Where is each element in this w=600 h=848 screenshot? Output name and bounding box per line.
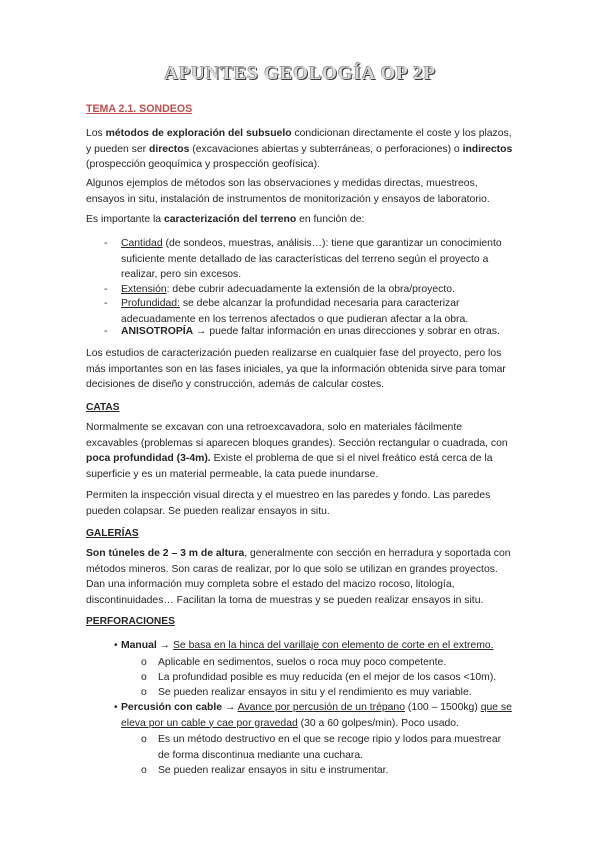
criteria-item-anisotropia: - ANISOTROPÍA → puede faltar información en unas direcciones y sobrar en otras. [104,326,500,337]
galerias-paragraph: Son túneles de 2 – 3 m de altura, generalmente con sección en herradura y soportada con métodos mineros. Son caras de realizar, por lo que solo se utilizan en grandes proyectos. Dan una información muy completa sobre el estado del macizo rocoso, litología, discontinuidades… Facilitan la toma de muestras y se pueden realizar ensayos in situ. [86,548,511,606]
manual-subitem-2: o La profundidad posible es muy reducida (en el mejor de los casos <10m). [141,672,497,683]
section-heading-galerias: GALERÍAS [86,528,139,539]
criteria-item-profundidad: - Profundidad: se debe alcanzar la profundidad necesaria para caracterizar adecuadamente en los terrenos afectados o que pudieran afectar a la obra. [104,298,469,325]
cable-subitem-1: o Es un método destructivo en el que se recoge ripio y lodos para muestrear de forma discontinua mediante una cuchara. [141,734,502,761]
paragraph-fases: Los estudios de caracterización pueden realizarse en cualquier fase del proyecto, pero los más importantes son en las fases iniciales, ya que la información obtenida sirve para tomar decisiones de diseño y construcción, además de calcular costes. [86,348,506,391]
intro-paragraph-1: Los métodos de exploración del subsuelo condicionan directamente el coste y los plazos, y pueden ser directos (excavaciones abiertas y subterráneas, o perforaciones) o indirectos (prospección geoquímica y prospección geofísica). [86,128,513,171]
perforacion-manual-item: • Manual → Se basa en la hinca del varillaje con elemento de corte en el extremo. [104,638,514,654]
section-heading-catas: CATAS [86,402,120,413]
criteria-item-cantidad: - Cantidad (de sondeos, muestras, análisis…): tiene que garantizar un conocimiento suficiente mente detallado de las características del terreno según el proyecto a realizar, pero sin excesos. [104,238,502,281]
topic-heading: TEMA 2.1. SONDEOS [86,103,193,115]
section-heading-perforaciones: PERFORACIONES [86,616,175,627]
bullet-icon: • [114,702,118,713]
perforacion-cable-item: • Percusión con cable → Avance por percusión de un trépano (100 – 1500kg) que se eleva por un cable y cae por gravedad (30 a 60 golpes/min). Poco usado. [114,702,512,729]
criteria-item-extension: - Extensión: debe cubrir adecuadamente la extensión de la obra/proyecto. [104,284,455,295]
intro-paragraph-2: Algunos ejemplos de métodos son las observaciones y medidas directas, muestreos, ensayos in situ, instalación de instrumentos de monitorización y ensayos de laboratorio. [86,178,490,205]
catas-paragraph-1: Normalmente se excavan con una retroexcavadora, solo en materiales fácilmente excavables (problemas si aparecen bloques grandes). Sección rectangular o cuadrada, con poca profundidad (3-4m). Existe el problema de que si el nivel freático está cerca de la superficie y es un material permeable, la cata puede inundarse. [86,422,508,480]
cable-subitem-2: o Se pueden realizar ensayos in situ e instrumentar. [141,765,389,776]
manual-subitem-3: o Se pueden realizar ensayos in situ y el rendimiento es muy variable. [141,687,472,698]
manual-subitem-1: o Aplicable en sedimentos, suelos o roca muy poco competente. [141,657,447,668]
intro-paragraph-3: Es importante la caracterización del terreno en función de: [86,214,365,225]
catas-paragraph-2: Permiten la inspección visual directa y el muestreo en las paredes y fondo. Las paredes pueden colapsar. Se pueden realizar ensayos in situ. [86,490,491,517]
bullet-icon: • [114,640,118,651]
document-title: APUNTES GEOLOGÍA OP 2P [164,63,436,84]
